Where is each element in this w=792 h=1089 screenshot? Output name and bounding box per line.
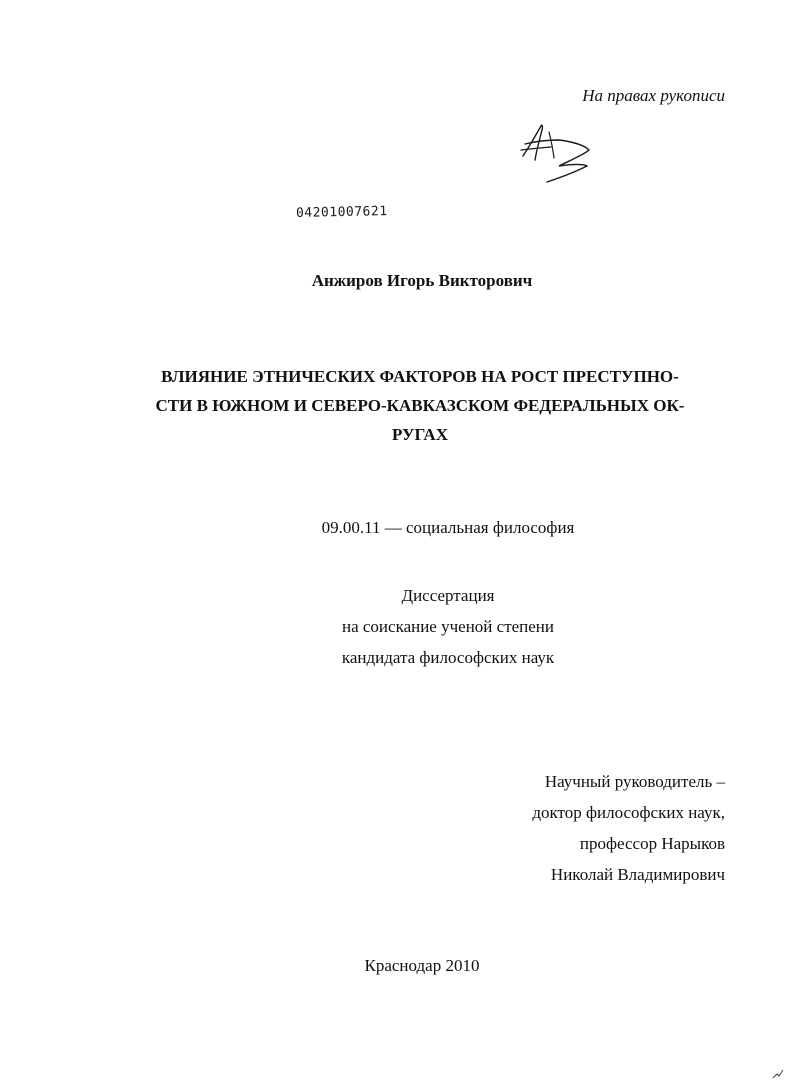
supervisor-line: Николай Владимирович — [550, 865, 725, 884]
catalog-number: 04201007621 — [295, 204, 388, 221]
author-name: Анжиров Игорь Викторович — [311, 271, 533, 290]
title-line: РУГАХ — [392, 425, 448, 444]
handwritten-signature — [515, 120, 605, 184]
title-line: ВЛИЯНИЕ ЭТНИЧЕСКИХ ФАКТОРОВ НА РОСТ ПРЕСТУПНО- — [161, 367, 679, 386]
title-line: СТИ В ЮЖНОМ И СЕВЕРО-КАВКАЗСКОМ ФЕДЕРАЛЬНЫХ ОК- — [155, 396, 685, 415]
manuscript-rights-note: На правах рукописи — [582, 86, 725, 105]
supervisor-line: профессор Нарыков — [579, 834, 725, 853]
degree-line: на соискание ученой степени — [341, 617, 555, 636]
supervisor-line: доктор философских наук, — [532, 803, 725, 822]
scan-mark — [772, 1069, 784, 1079]
specialty-code: 09.00.11 — социальная философия — [321, 518, 575, 537]
dissertation-title — [120, 362, 720, 449]
degree-statement — [0, 580, 792, 673]
degree-line: кандидата философских наук — [341, 648, 555, 667]
supervisor-line: Научный руководитель – — [544, 772, 725, 791]
scientific-supervisor — [532, 766, 725, 890]
city-and-year: Краснодар 2010 — [364, 956, 480, 975]
degree-line: Диссертация — [401, 586, 495, 605]
